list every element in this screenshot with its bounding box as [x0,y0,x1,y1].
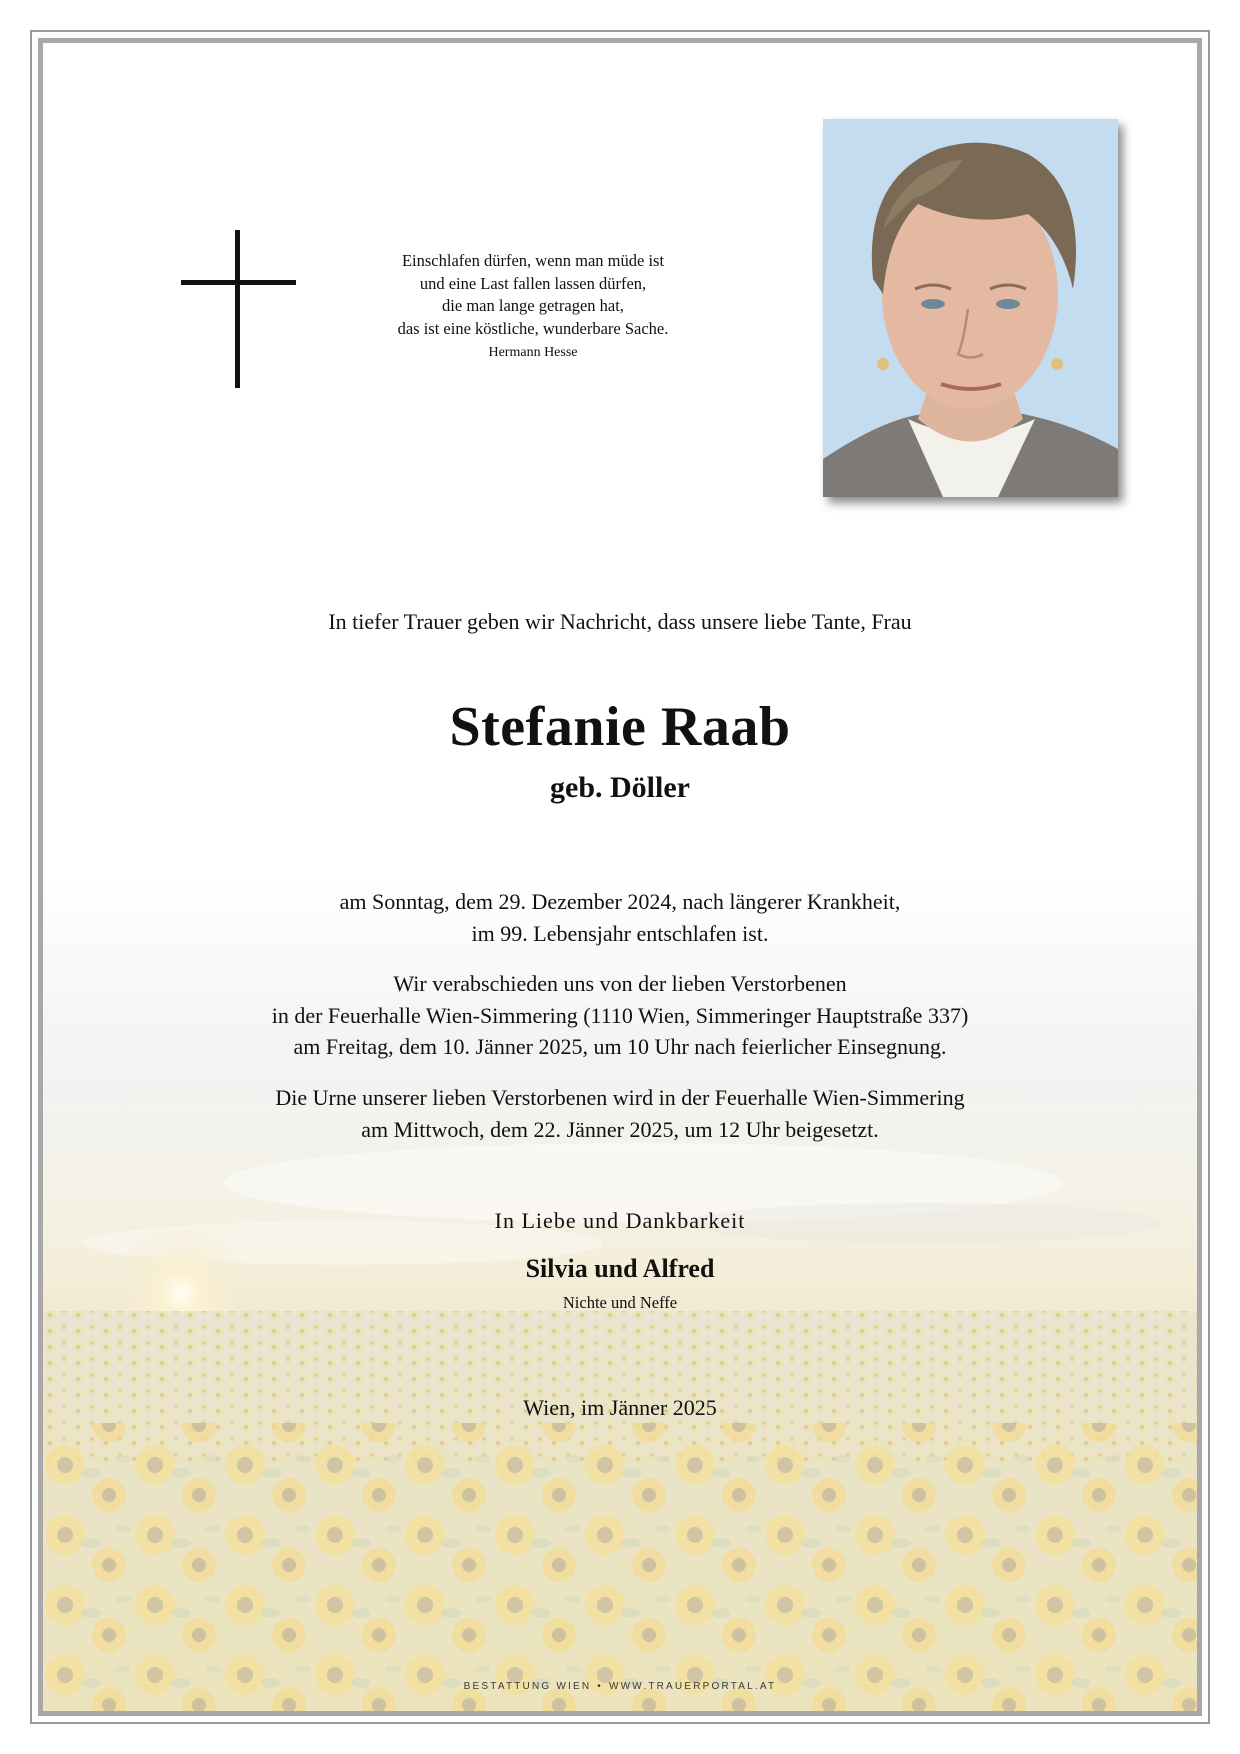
footer-separator: • [597,1681,603,1692]
footer-credit [43,1681,1197,1692]
paragraph-line: in der Feuerhalle Wien-Simmering (1110 Wien, Simmeringer Hauptstraße 337) [271,1002,969,1028]
paragraph-line: Die Urne unserer lieben Verstorbenen wird in der Feuerhalle Wien-Simmering [275,1085,965,1110]
notice-card [38,38,1202,1716]
poem-line: Einschlafen dürfen, wenn man müde ist [401,251,665,270]
intro-text: In tiefer Trauer geben wir Nachricht, dass unsere liebe Tante, Frau [328,609,912,634]
paragraph-line: im 99. Lebensjahr entschlafen ist. [471,920,769,946]
cross-icon [181,230,296,388]
closing-phrase: In Liebe und Dankbarkeit [494,1208,746,1233]
poem-quote [353,250,713,365]
paragraph-line: am Mittwoch, dem 22. Jänner 2025, um 12 Uhr beigesetzt. [361,1116,879,1142]
poem-line: und eine Last fallen lassen dürfen, [419,273,647,293]
deceased-name: Stefanie Raab [449,696,791,758]
portrait-photo [823,119,1118,497]
paragraph-line: Wir verabschieden uns von der lieben Verstorbenen [393,971,847,996]
farewell-paragraph [43,968,1197,1063]
signers: Silvia und Alfred [525,1254,715,1283]
birth-name: geb. Döller [550,771,690,804]
paragraph-line: am Sonntag, dem 29. Dezember 2024, nach längerer Krankheit, [339,889,901,914]
footer-link[interactable]: WWW.TRAUERPORTAL.AT [608,1681,777,1692]
place-date: Wien, im Jänner 2025 [523,1395,717,1420]
poem-author: Hermann Hesse [488,345,578,360]
poem-line: das ist eine köstliche, wunderbare Sache. [397,318,669,338]
poem-line: die man lange getragen hat, [442,296,624,315]
urn-paragraph [43,1082,1197,1145]
footer-left: BESTATTUNG WIEN [463,1681,592,1692]
signers-relation: Nichte und Neffe [562,1293,678,1312]
death-paragraph [43,886,1197,949]
paragraph-line: am Freitag, dem 10. Jänner 2025, um 10 Uhr nach feierlicher Einsegnung. [293,1034,947,1059]
